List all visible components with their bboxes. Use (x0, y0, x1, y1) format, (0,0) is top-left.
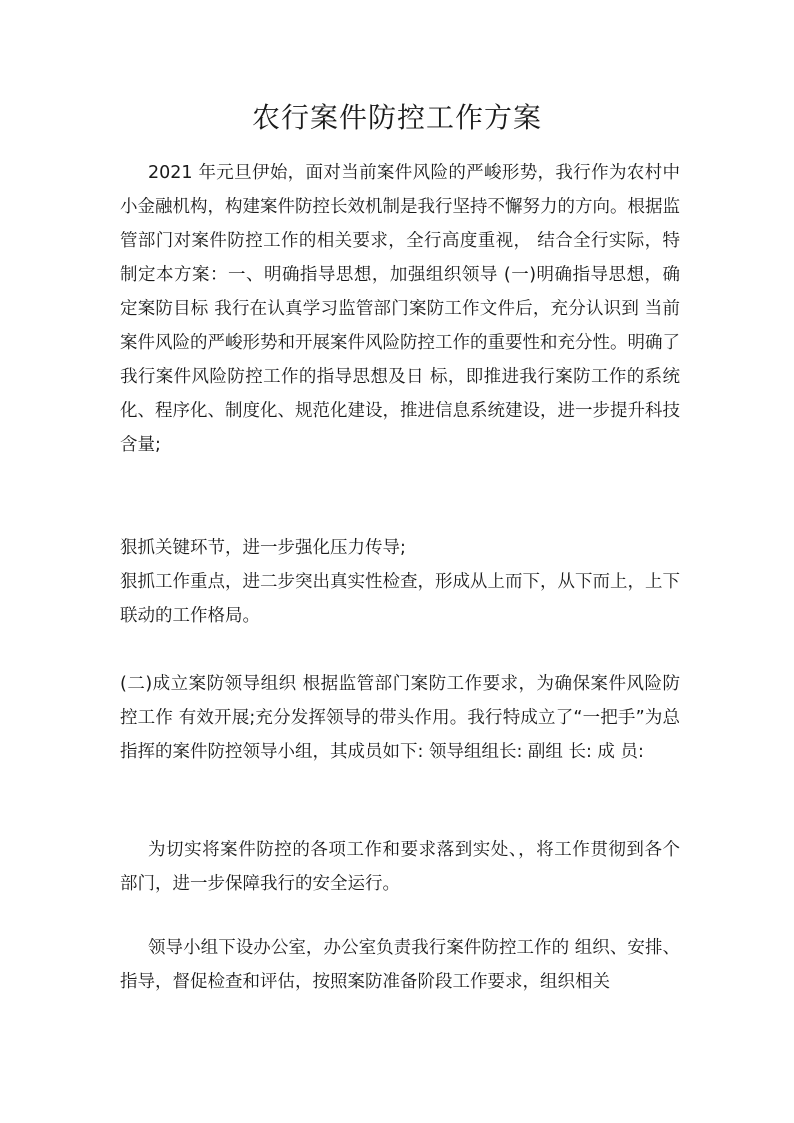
paragraph-office: 领导小组下设办公室，办公室负责我行案件防控工作的 组织、安排、指导，督促检查和评估，按照案防准备阶段工作要求，组织相关 (120, 938, 680, 992)
document-title: 农行案件防控工作方案 (251, 101, 542, 134)
paragraph-leadership-group: (二)成立案防领导组织 根据监管部门案防工作要求，为确保案件风险防控工作 有效开展;充分发挥领导的带头作用。我行特成立了“一把手”为总指挥的案件防控领导小组，其成员如下: 领导组组长: 副组 长: 成 员: (120, 674, 680, 762)
paragraph-key-links: 狠抓关键环节，进一步强化压力传导; (120, 538, 406, 558)
paragraph-implementation: 为切实将案件防控的各项工作和要求落到实处、，将工作贯彻到各个部门，进一步保障我行的安全运行。 (120, 840, 680, 894)
paragraph-key-points: 狠抓工作重点，进二步突出真实性检查，形成从上而下，从下而上，上下联动的工作格局。 (120, 572, 680, 626)
paragraph-intro: 2021 年元旦伊始，面对当前案件风险的严峻形势，我行作为农村中小金融机构，构建案件防控长效机制是我行坚持不懈努力的方向。根据监管部门对案件防控工作的相关要求，全行高度重视， 结合全行实际，特制定本方案：一、明确指导思想，加强组织领导 (一)明确指导思想，确定案防目标 我行在认真学习监管部门案防工作文件后，充分认识到 当前案件风险的严峻形势和开展案件风险防控工作的重要性和充分性。明确了我行案件风险防控工作的指导思想及日 标，即推进我行案防工作的系统化、程序化、制度化、规范化建设，推进信息系统建设，进一步提升科技含量; (120, 163, 680, 455)
